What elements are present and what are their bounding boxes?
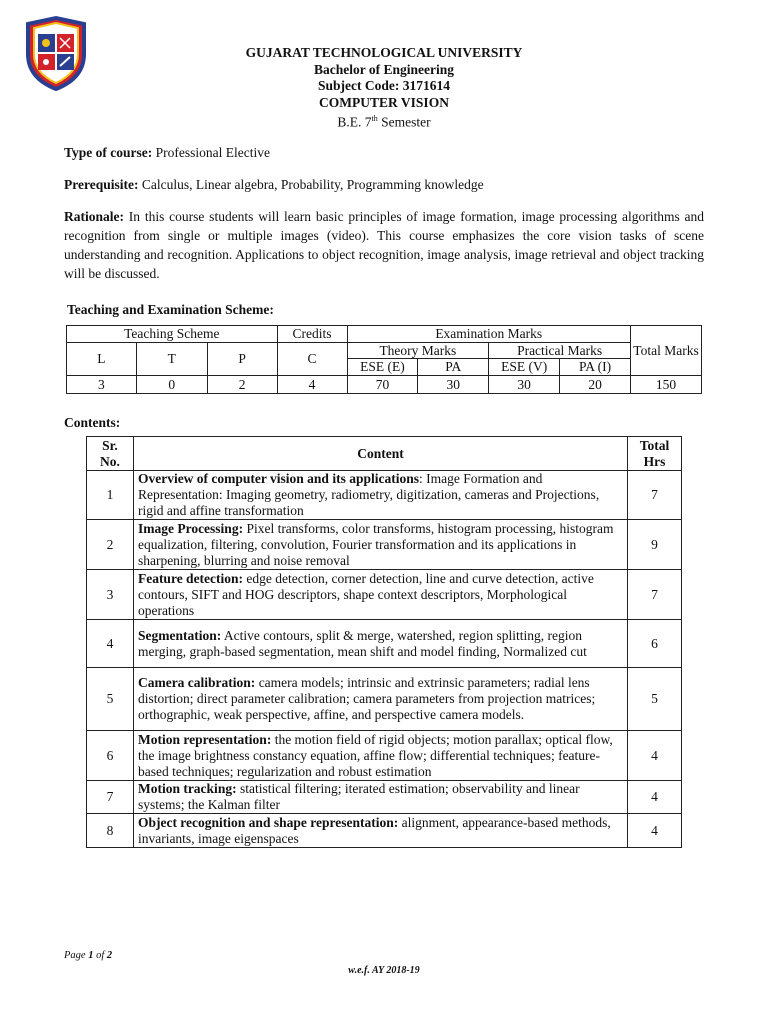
l-value: 3 (67, 376, 137, 394)
row-hrs: 5 (628, 668, 682, 731)
pa-header: PA (418, 359, 489, 376)
ese-e-header: ESE (E) (347, 359, 418, 376)
table-row (87, 731, 682, 781)
contents-table (86, 436, 682, 848)
credits-header: Credits (277, 326, 347, 343)
rationale: Rationale: In this course students will learn basic principles of image formation, image processing algorithms and recognition from single or multiple images (video). This course emphasizes the core vision tasks of scene understanding and recognition. Applications to object recognition, image analysis, image retrieval and object tracking will be discussed. (64, 209, 704, 281)
total-marks-header: Total Marks (631, 326, 702, 376)
col-l-header: L (67, 343, 137, 376)
c-value: 4 (277, 376, 347, 394)
degree-name: Bachelor of Engineering (314, 61, 454, 77)
type-of-course: Type of course: Professional Elective (64, 145, 270, 160)
row-content: Camera calibration: camera models; intrinsic and extrinsic parameters; radial lens distortion; direct parameter calibration; camera parameters from projection matrices; orthographic, weak perspective, affine, and perspective camera models. (133, 668, 627, 731)
exam-marks-header: Examination Marks (347, 326, 631, 343)
row-sr: 4 (87, 620, 134, 668)
ese-e-value: 70 (347, 376, 418, 394)
row-hrs: 6 (628, 620, 682, 668)
row-content: Motion tracking: statistical filtering; iterated estimation; observability and linear systems; the Kalman filter (133, 781, 627, 814)
total-value: 150 (631, 376, 702, 394)
row-content: Feature detection: edge detection, corner detection, line and curve detection, active contours, SIFT and HOG descriptors, shape context descriptors, Morphological operations (133, 570, 627, 620)
row-sr: 3 (87, 570, 134, 620)
document-header (0, 45, 768, 131)
pa-i-value: 20 (560, 376, 631, 394)
row-sr: 2 (87, 520, 134, 570)
row-hrs: 9 (628, 520, 682, 570)
pa-i-header: PA (I) (560, 359, 631, 376)
contents-heading: Contents: (64, 415, 121, 430)
university-name: GUJARAT TECHNOLOGICAL UNIVERSITY (245, 45, 523, 60)
sr-no-header: Sr. No. (87, 437, 134, 471)
scheme-heading: Teaching and Examination Scheme: (67, 302, 274, 317)
table-row (87, 570, 682, 620)
teaching-scheme-header: Teaching Scheme (67, 326, 278, 343)
p-value: 2 (207, 376, 277, 394)
pa-value: 30 (418, 376, 489, 394)
row-hrs: 4 (628, 814, 682, 848)
semester: B.E. 7th Semester (337, 114, 431, 130)
practical-marks-header: Practical Marks (489, 343, 631, 359)
row-hrs: 7 (628, 471, 682, 520)
subject-code: Subject Code: 3171614 (318, 78, 450, 93)
table-row (87, 471, 682, 520)
ese-v-value: 30 (489, 376, 560, 394)
wef-note: w.e.f. AY 2018-19 (348, 965, 420, 976)
prerequisite: Prerequisite: Calculus, Linear algebra, Probability, Programming knowledge (64, 177, 484, 192)
row-sr: 5 (87, 668, 134, 731)
row-sr: 6 (87, 731, 134, 781)
row-content: Image Processing: Pixel transforms, color transforms, histogram processing, histogram equalization, filtering, convolution, Fourier transformation and its applications in sharpening, blurring and noise removal (133, 520, 627, 570)
ese-v-header: ESE (V) (489, 359, 560, 376)
row-content: Object recognition and shape representation: alignment, appearance-based methods, invariants, image eigenspaces (133, 814, 627, 848)
page-number: Page 1 of 2 (64, 950, 113, 961)
col-p-header: P (207, 343, 277, 376)
theory-marks-header: Theory Marks (347, 343, 489, 359)
table-row (87, 781, 682, 814)
table-row (87, 620, 682, 668)
table-row (87, 668, 682, 731)
t-value: 0 (136, 376, 207, 394)
total-hrs-header: Total Hrs (628, 437, 682, 471)
table-row (87, 814, 682, 848)
scheme-table (66, 325, 702, 394)
col-c-header: C (277, 343, 347, 376)
content-header: Content (133, 437, 627, 471)
row-content: Overview of computer vision and its applications: Image Formation and Representation: Imaging geometry, radiometry, digitization, cameras and Projections, rigid and affine transformation (133, 471, 627, 520)
row-sr: 8 (87, 814, 134, 848)
row-content: Segmentation: Active contours, split & merge, watershed, region splitting, region merging, graph-based segmentation, mean shift and model finding, Normalized cut (133, 620, 627, 668)
row-content: Motion representation: the motion field of rigid objects; motion parallax; optical flow, the image brightness constancy equation, affine flow; differential techniques; feature-based techniques; regularization and robust estimation (133, 731, 627, 781)
row-hrs: 7 (628, 570, 682, 620)
col-t-header: T (136, 343, 207, 376)
table-row (87, 520, 682, 570)
row-hrs: 4 (628, 781, 682, 814)
row-sr: 7 (87, 781, 134, 814)
row-sr: 1 (87, 471, 134, 520)
subject-name: COMPUTER VISION (319, 94, 449, 110)
row-hrs: 4 (628, 731, 682, 781)
